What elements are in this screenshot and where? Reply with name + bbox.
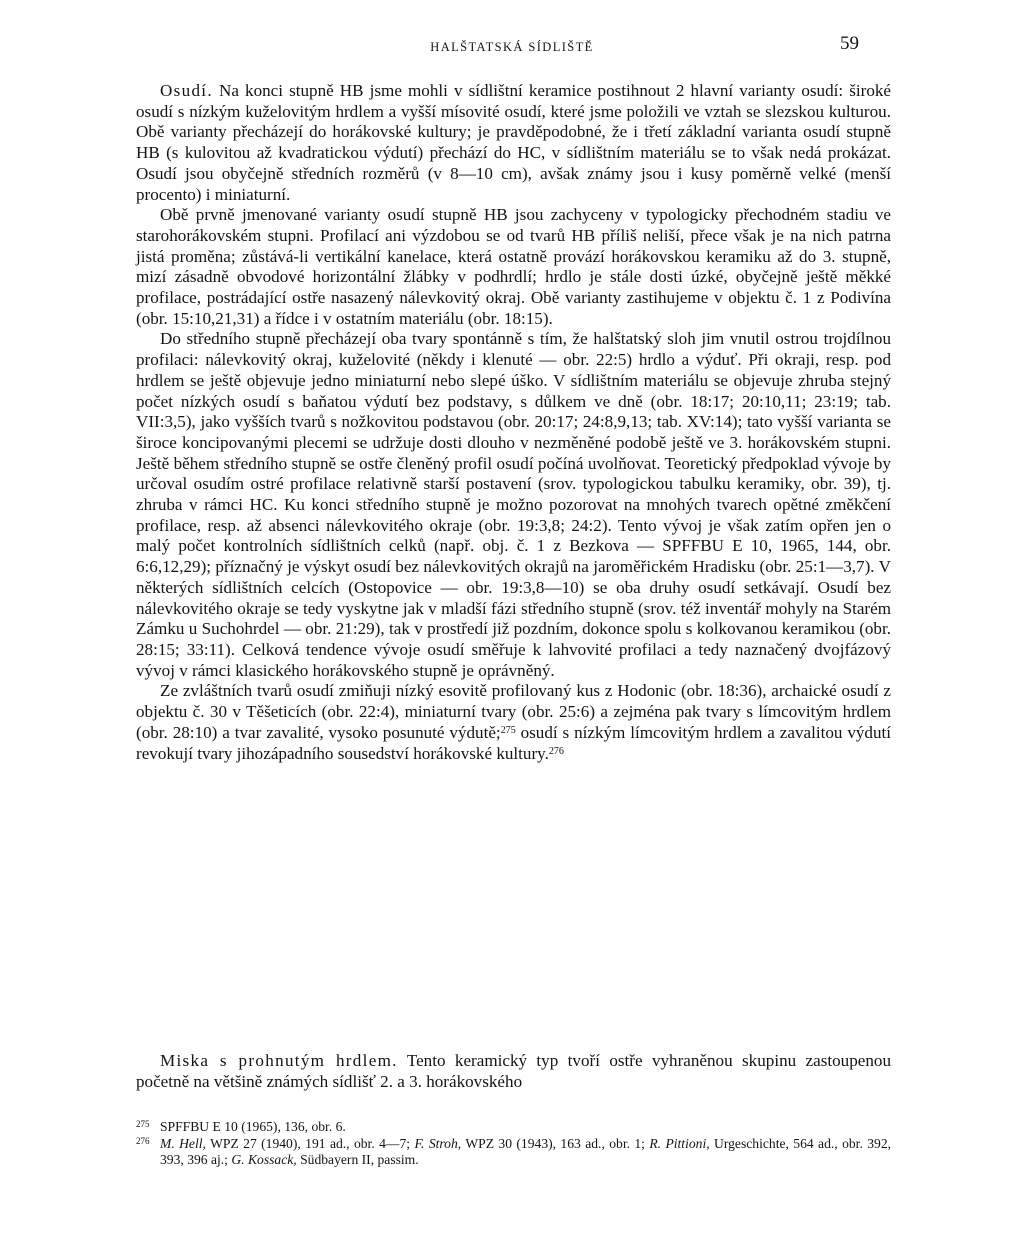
- paragraph-text: osudí s nízkým límcovitým hrdlem a zavalitou výdutí revokují tvary jihozápadního sousedství horákovské kultury.: [136, 722, 891, 763]
- paragraph-osudi-intro: [136, 81, 891, 205]
- footnote-text: SPFFBU E 10 (1965), 136, obr. 6.: [160, 1119, 346, 1134]
- section-lead-miska: Miska s prohnutým hrdlem.: [160, 1051, 398, 1070]
- paragraph-special-forms: [136, 681, 891, 764]
- footnote-ref-text: WPZ 30 (1943), 163 ad., obr. 1;: [465, 1135, 645, 1151]
- footnote-ref: 275: [500, 724, 516, 736]
- footnote-ref: 276: [548, 745, 564, 757]
- footnote-author: R. Pittioni,: [649, 1135, 710, 1151]
- page-number: 59: [840, 33, 859, 54]
- footnote-author: F. Stroh,: [414, 1135, 462, 1151]
- paragraph-miska: [136, 1051, 891, 1092]
- paragraph-text: Tento keramický typ tvoří ostře vyhraněnou skupinu zastoupenou početně na většině známých sídlišť 2. a 3. horákovského: [136, 1051, 891, 1091]
- section-lead-osudi: Osudí.: [160, 81, 213, 100]
- section-miska: [136, 1051, 891, 1092]
- footnote-ref-text: WPZ 27 (1940), 191 ad., obr. 4—7;: [210, 1135, 411, 1151]
- footnote-number: 276: [136, 1135, 150, 1146]
- paragraph-text: Ze zvláštních tvarů osudí zmiňuji nízký esovitě profilovaný kus z Hodonic (obr. 18:36), archaické osudí z objektu č. 30 v Těšeticích (obr. 22:4), miniaturní tvary (obr. 25:6) a zejména pak tvary s límcovitým hrdlem (obr. 28:10) a tvar zavalité, vysoko posunuté výdutě;: [136, 681, 891, 742]
- main-text: [136, 81, 891, 764]
- paragraph-early-stage: Obě prvně jmenované varianty osudí stupně HB jsou zachyceny v typologicky přechodném stadiu ve starohorákovském stupni. Profilací ani výzdobou se od tvarů HB příliš neliší, přece však je na nich patrna jistá proměna; zůstává-li vertikální kanelace, která ostatně provází horákovskou keramiku až do 3. stupně, mizí zásadně obvodové horizontální žlábky v podhrdlí; hrdlo je stále dosti úzké, obyčejně ještě měkké profilace, postrádající ostře nasazený nálevkovitý okraj. Obě varianty zastihujeme v objektu č. 1 z Podivína (obr. 15:10,21,31) a řídce i v ostatním materiálu (obr. 18:15).: [136, 205, 891, 328]
- footnote-number: 275: [136, 1119, 150, 1129]
- paragraph-middle-stage: Do středního stupně přecházejí oba tvary spontánně s tím, že halštatský sloh jim vnutil ostrou trojdílnou profilaci: nálevkovitý okraj, kuželovité (někdy i klenuté — obr. 22:5) hrdlo a výduť. Při okraji, resp. pod hrdlem se ještě objevuje jedno miniaturní nebo slepé úško. V sídlištním materiálu se objevuje zhruba stejný počet nízkých osudí s baňatou výdutí bez podstavy, s důlkem ve dně (obr. 18:17; 20:10,11; 23:19; tab. VII:3,5), jako vyšších tvarů s nožkovitou podstavou (obr. 20:17; 24:8,9,13; tab. XV:14); tato vyšší varianta se široce koncipovanými plecemi se udržuje dosti dlouho v nezměněné podobě ještě ve 3. horákovském stupni. Ještě během středního stupně se ostře členěný profil osudí počíná uvolňovat. Teoretický předpoklad vývoje by určoval osudím ostré profilace relativně starší postavení (srov. typologickou tabulku keramiky, obr. 39), tj. zhruba v rámci HC. Ku konci středního stupně je možno pozorovat na mnohých tvarech opětné změkčení profilace, resp. až absenci nálevkovitého okraje (obr. 19:3,8; 24:2). Tento vývoj je však zatím opřen jen o malý počet kontrolních sídlištních celků (např. obj. č. 1 z Bezkova — SPFFBU E 10, 1965, 144, obr. 6:6,12,29); příznačný je výskyt osudí bez nálevkovitých okrajů na jaroměřickém Hradisku (obr. 25:1—3,7). V některých sídlištních celcích (Ostopovice — obr. 19:3,8—10) se oba druhy osudí setkávají. Osudí bez nálevkovitého okraje se tedy vyskytne jak v mladší fázi středního stupně (srov. též inventář mohyly na Starém Zámku u Suchohrdel — obr. 21:29), tak v prostředí již pozdním, dokonce spolu s kolkovanou keramikou (obr. 28:15; 33:11). Celková tendence vývoje osudí směřuje k lahvovité profilaci a tedy naznačený dvojfázový vývoj v rámci klasického horákovského stupně je oprávněný.: [136, 329, 891, 680]
- footnote-author: M. Hell,: [160, 1135, 206, 1151]
- footnotes: [136, 1119, 891, 1169]
- footnote-275: [136, 1119, 891, 1136]
- footnote-ref-text: Urgeschichte, 564 ad., obr. 392, 393, 396 aj.;: [160, 1135, 892, 1167]
- footnote-276: [136, 1136, 891, 1169]
- running-header-title: HALŠTATSKÁ SÍDLIŠTĚ: [430, 40, 594, 54]
- paragraph-text: Na konci stupně HB jsme mohli v sídlištní keramice postihnout 2 hlavní varianty osudí: široké osudí s nízkým kuželovitým hrdlem a vyšší mísovité osudí, které jsme položili ve vztah se slezskou kulturou. Obě varianty přecházejí do horákovské kultury; je pravděpodobné, že i třetí základní varianta osudí stupně HB (s kulovitou až kvadratickou výdutí) přechází do HC, v sídlištním materiálu se to však nedá prokázat. Osudí jsou obyčejně středních rozměrů (v 8—10 cm), avšak známy jsou i kusy poměrně velké (menší procento) i miniaturní.: [136, 81, 891, 204]
- footnote-author: G. Kossack,: [231, 1152, 297, 1167]
- footnote-ref-text: Südbayern II, passim.: [300, 1152, 419, 1167]
